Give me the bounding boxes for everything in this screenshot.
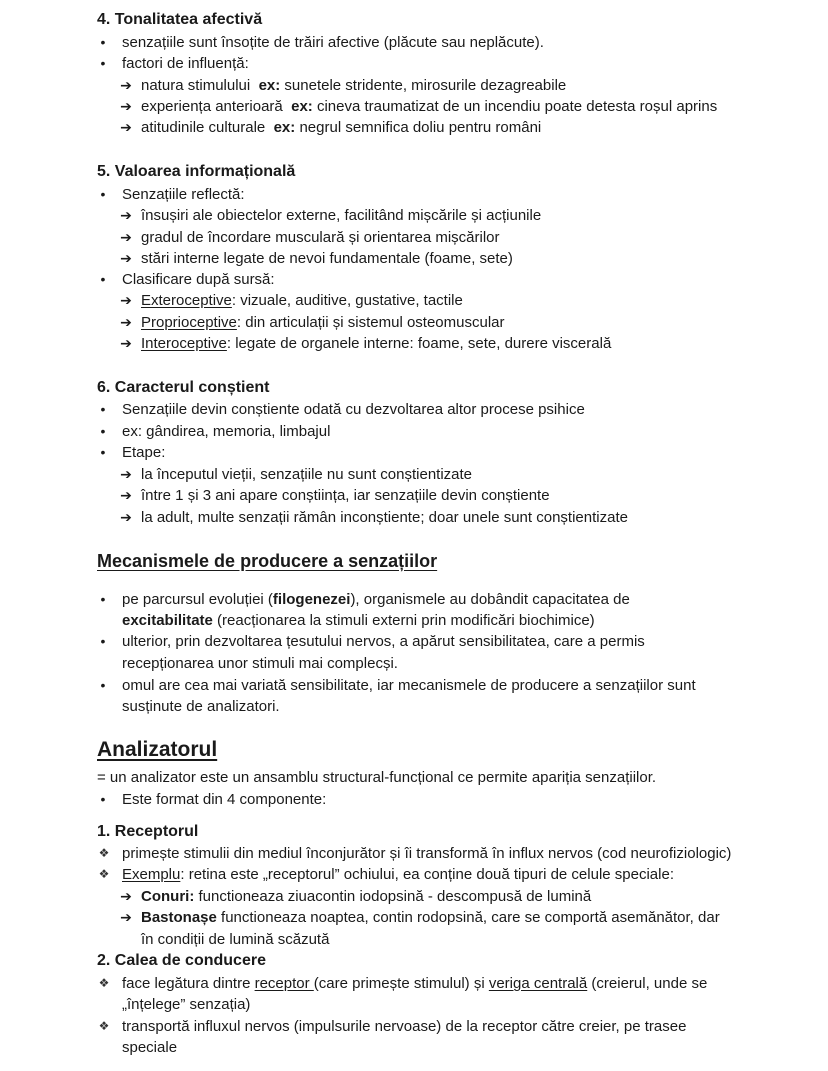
arrow-icon: ➔ [120,487,132,503]
arrow-icon: ➔ [120,292,132,308]
pathway-heading: 2. Calea de conducere [97,952,266,969]
mechanisms-heading: Mecanismele de producere a senzațiilor [97,551,438,571]
analyzer-definition: = un analizator este un ansamblu structural-funcțional ce permite apariția senzațiilor. [97,769,657,786]
bullet-icon: • [100,401,106,417]
section-6-heading: 6. Caracterul conștient [97,379,270,396]
bullet-icon: • [100,271,106,287]
arrow-icon: ➔ [120,509,132,525]
receptor-heading: 1. Receptorul [97,823,199,840]
arrow-icon: ➔ [120,314,132,330]
diamond-bullet-icon: ❖ [98,846,110,860]
diamond-bullet-icon: ❖ [98,976,110,990]
bullet-icon: • [100,677,106,693]
arrow-icon: ➔ [120,335,132,351]
arrow-icon: ➔ [120,466,132,482]
bullet-icon: • [100,55,106,71]
section-5-heading: 5. Valoarea informațională [97,163,296,180]
arrow-icon: ➔ [120,888,132,904]
arrow-icon: ➔ [120,250,132,266]
arrow-icon: ➔ [120,909,132,925]
arrow-icon: ➔ [120,207,132,223]
bullet-icon: • [100,186,106,202]
bullet-icon: • [100,423,106,439]
diamond-bullet-icon: ❖ [98,1019,110,1033]
analyzer-heading: Analizatorul [97,738,218,761]
section-4-heading: 4. Tonalitatea afectivă [97,11,263,28]
bullet-icon: • [100,444,106,460]
bullet-icon: • [100,34,106,50]
arrow-icon: ➔ [120,119,132,135]
arrow-icon: ➔ [120,98,132,114]
arrow-icon: ➔ [120,77,132,93]
bullet-icon: • [100,591,106,607]
bullet-icon: • [100,791,106,807]
arrow-icon: ➔ [120,229,132,245]
diamond-bullet-icon: ❖ [98,867,110,881]
bullet-icon: • [100,633,106,649]
